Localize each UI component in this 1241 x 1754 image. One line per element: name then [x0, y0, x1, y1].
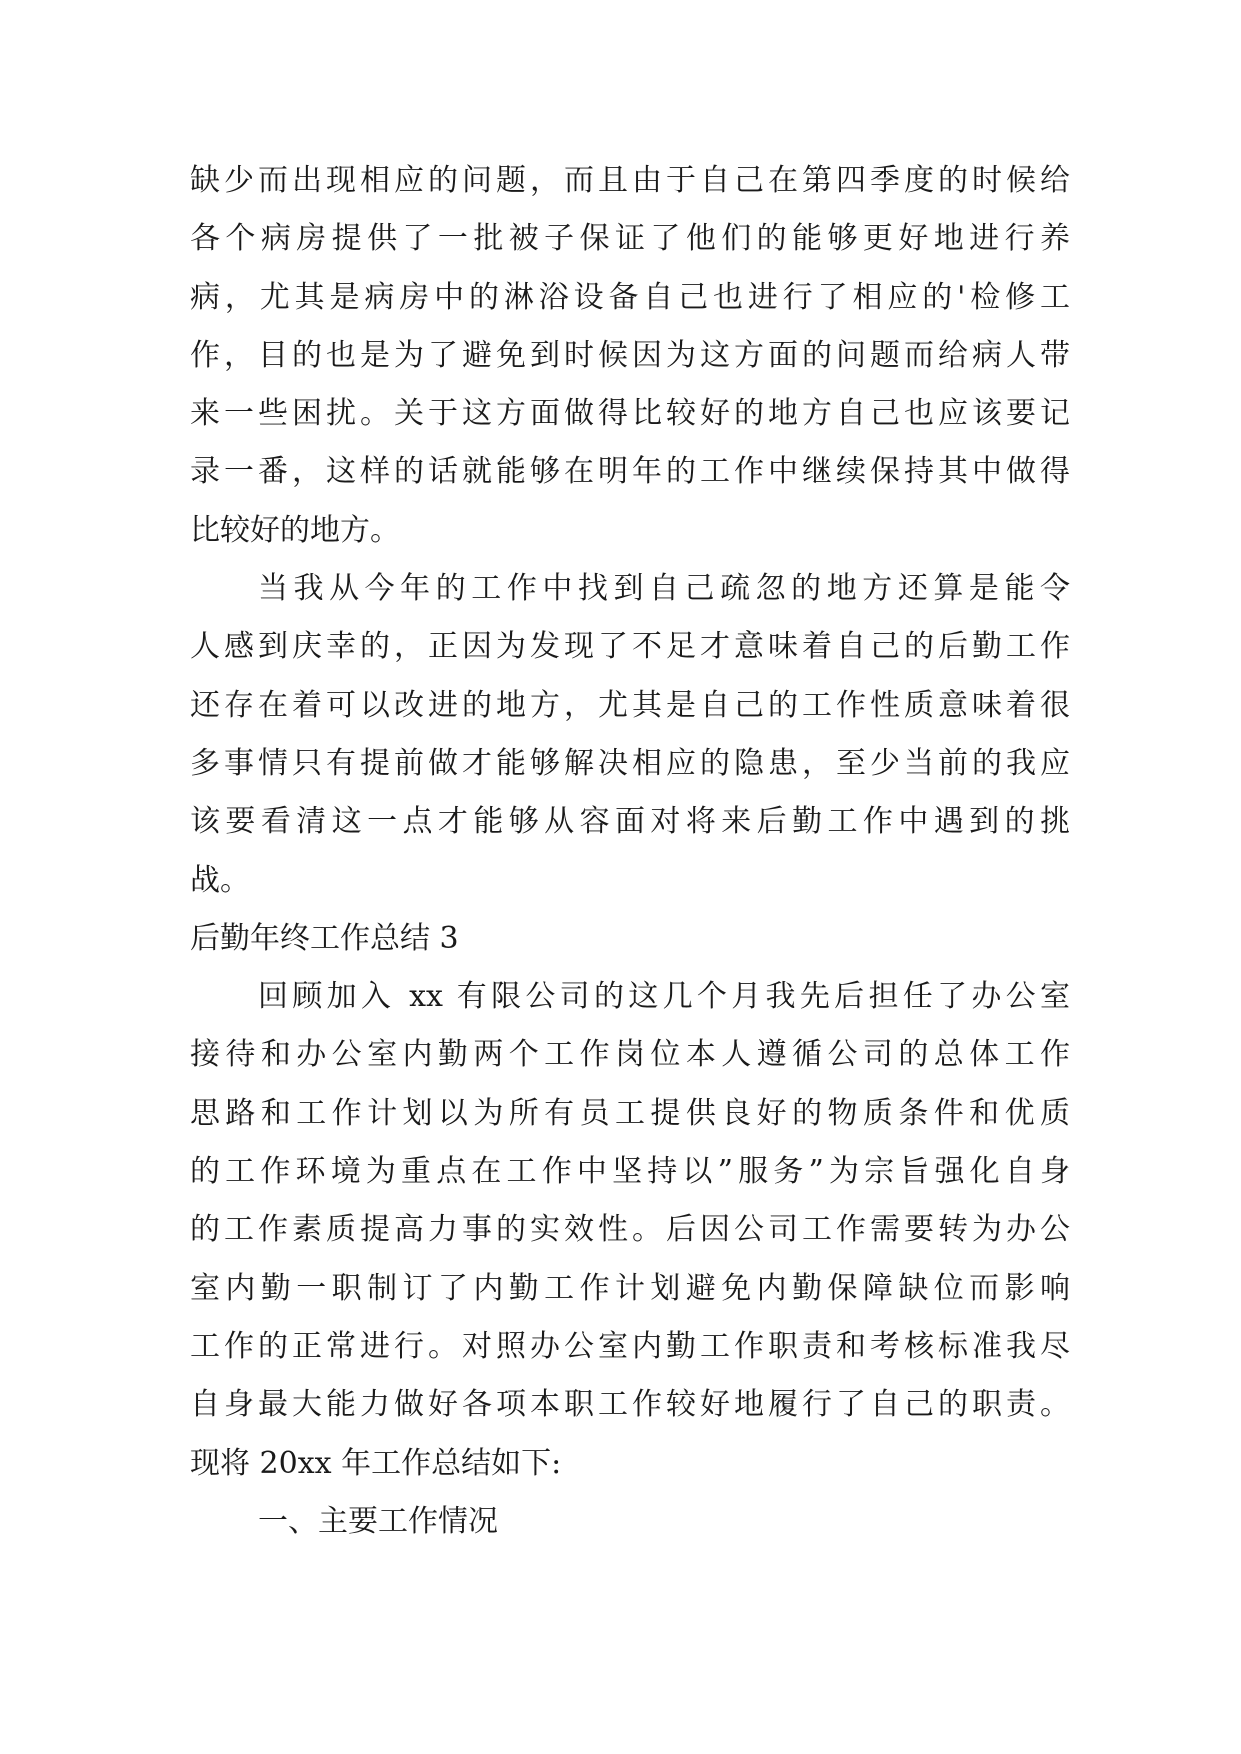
- document-body: [190, 152, 1070, 1551]
- text-line: 室内勤一职制订了内勤工作计划避免内勤保障缺位而影响: [190, 1270, 1070, 1306]
- text-line: 回顾加入 xx 有限公司的这几个月我先后担任了办公室: [258, 979, 1070, 1015]
- text-line: 人感到庆幸的，正因为发现了不足才意味着自己的后勤工作: [190, 629, 1070, 665]
- text-line: 录一番，这样的话就能够在明年的工作中继续保持其中做得: [190, 454, 1070, 490]
- text-line: 的工作素质提高力事的实效性。后因公司工作需要转为办公: [190, 1212, 1070, 1248]
- text-line: 多事情只有提前做才能够解决相应的隐患，至少当前的我应: [190, 745, 1070, 781]
- text-line: 当我从今年的工作中找到自己疏忽的地方还算是能令: [258, 571, 1070, 607]
- paragraph-3: [190, 968, 1070, 1493]
- text-line: 接待和办公室内勤两个工作岗位本人遵循公司的总体工作: [190, 1037, 1070, 1073]
- section-heading: 后勤年终工作总结 3: [190, 920, 459, 956]
- text-line: 病，尤其是病房中的淋浴设备自己也进行了相应的'检修工: [190, 279, 1070, 315]
- paragraph-4: [190, 1493, 1070, 1551]
- text-line: 该要看清这一点才能够从容面对将来后勤工作中遇到的挑: [190, 804, 1070, 840]
- text-line: 工作的正常进行。对照办公室内勤工作职责和考核标准我尽: [190, 1328, 1070, 1364]
- paragraph-2: [190, 560, 1070, 910]
- text-line: 各个病房提供了一批被子保证了他们的能够更好地进行养: [190, 221, 1070, 257]
- paragraph-1: [190, 152, 1070, 560]
- text-line: 作，目的也是为了避免到时候因为这方面的问题而给病人带: [190, 337, 1070, 373]
- text-line: 来一些困扰。关于这方面做得比较好的地方自己也应该要记: [190, 396, 1070, 432]
- text-line: 思路和工作计划以为所有员工提供良好的物质条件和优质: [190, 1095, 1070, 1131]
- text-line: 比较好的地方。: [190, 512, 400, 548]
- text-line: 还存在着可以改进的地方，尤其是自己的工作性质意味着很: [190, 687, 1070, 723]
- subsection-heading: 一、主要工作情况: [258, 1503, 498, 1539]
- text-line: 现将 20xx 年工作总结如下:: [190, 1445, 562, 1481]
- text-line: 自身最大能力做好各项本职工作较好地履行了自己的职责。: [190, 1387, 1070, 1423]
- text-line: 战。: [190, 862, 250, 898]
- text-line: 的工作环境为重点在工作中坚持以”服务”为宗旨强化自身: [190, 1154, 1070, 1190]
- text-line: 缺少而出现相应的问题，而且由于自己在第四季度的时候给: [190, 163, 1070, 198]
